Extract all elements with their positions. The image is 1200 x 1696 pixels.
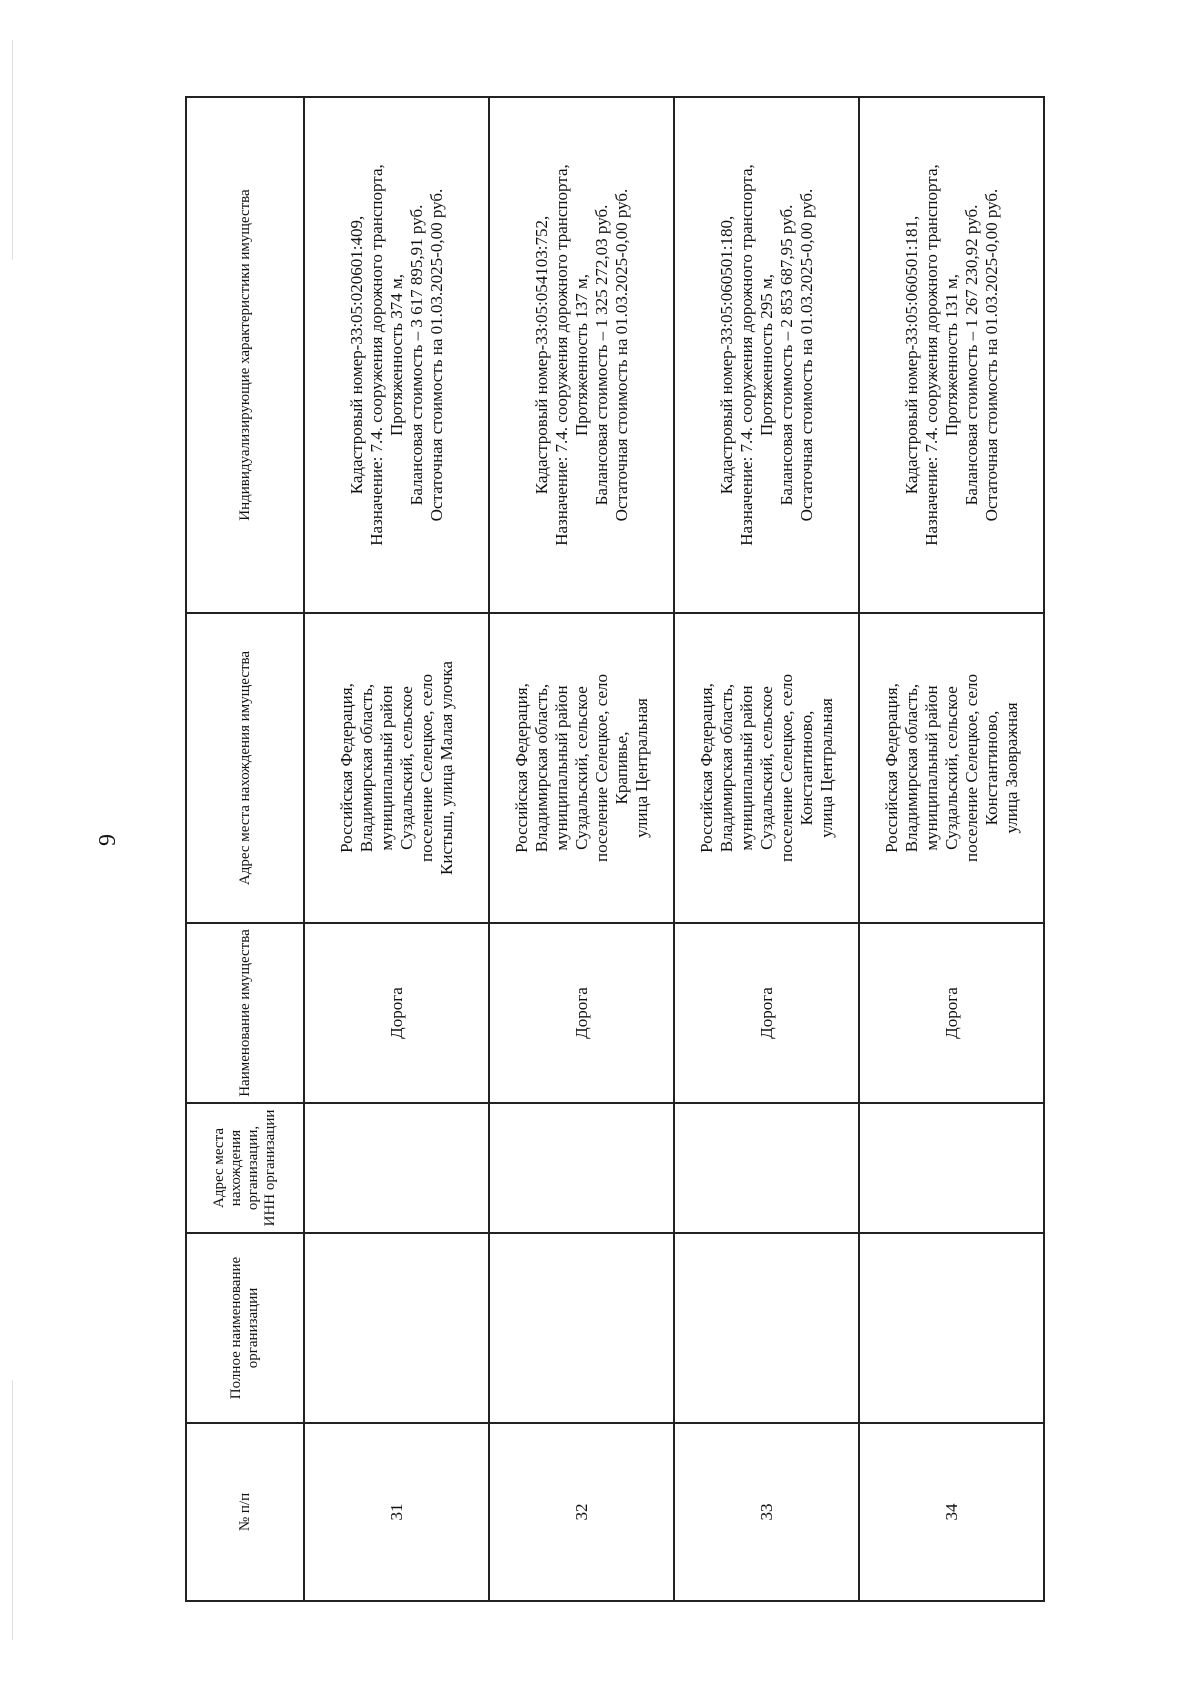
characteristic-line: Назначение: 7.4. сооружения дорожного транспорта, [921,164,941,546]
address-line: муниципальный район [736,685,756,851]
header-property-name: Наименование имущества [186,923,304,1103]
org-name-cell [674,1233,859,1423]
rotated-table-container [185,98,1045,1602]
address-line: Крапивье, [611,731,631,805]
characteristic-line: Протяженность 137 м, [571,274,591,436]
characteristics-cell [489,97,674,613]
address-line: муниципальный район [376,685,396,851]
address-line: Суздальский, сельское [941,686,961,850]
characteristic-line: Кадастровый номер-33:05:060501:181, [901,215,921,495]
address-line: муниципальный район [551,685,571,851]
characteristic-line: Остаточная стоимость на 01.03.2025-0,00 руб. [611,188,631,522]
characteristics-cell [304,97,489,613]
characteristic-line: Протяженность 131 м, [941,274,961,436]
property-registry-table [185,96,1045,1602]
org-address-cell [674,1103,859,1233]
characteristic-line: Протяженность 295 м, [756,274,776,436]
header-characteristics: Индивидуализирующие характеристики имущества [186,97,304,613]
characteristic-line: Балансовая стоимость – 2 853 687,95 руб. [776,204,796,506]
table-row [489,97,674,1601]
address-line: улица Заовражная [1001,702,1021,834]
characteristic-line: Балансовая стоимость – 3 617 895,91 руб. [406,204,426,506]
characteristic-line: Кадастровый номер-33:05:060501:180, [716,215,736,495]
property-name-cell: Дорога [304,923,489,1103]
address-line: муниципальный район [921,685,941,851]
property-address-cell [674,613,859,923]
org-name-cell [489,1233,674,1423]
address-line: Владимирская область, [716,683,736,853]
characteristic-line: Кадастровый номер-33:05:054103:752, [531,215,551,495]
property-address-cell [489,613,674,923]
characteristic-line: Балансовая стоимость – 1 325 272,03 руб. [591,204,611,506]
scan-edge-mark [12,40,13,260]
header-row-number: № п/п [186,1423,304,1601]
address-line: улица Центральная [631,698,651,838]
row-number: 33 [674,1423,859,1601]
property-address-cell [859,613,1044,923]
characteristics-cell [859,97,1044,613]
org-address-cell [489,1103,674,1233]
address-line: поселение Селецкое, село [961,674,981,862]
characteristic-line: Назначение: 7.4. сооружения дорожного транспорта, [551,164,571,546]
table-row [304,97,489,1601]
address-line: Владимирская область, [356,683,376,853]
page-number: 9 [95,834,121,846]
property-address-cell [304,613,489,923]
org-name-cell [859,1233,1044,1423]
address-line: улица Центральная [816,698,836,838]
address-line: Кистыш, улица Малая улочка [436,661,456,875]
address-line: Российская Федерация, [511,683,531,853]
characteristic-line: Кадастровый номер-33:05:020601:409, [346,215,366,495]
address-line: Владимирская область, [901,683,921,853]
row-number: 34 [859,1423,1044,1601]
address-line: Российская Федерация, [881,683,901,853]
characteristic-line: Назначение: 7.4. сооружения дорожного транспорта, [366,164,386,546]
characteristic-line: Остаточная стоимость на 01.03.2025-0,00 руб. [796,188,816,522]
table-row [859,97,1044,1601]
address-line: Константиново, [796,710,816,826]
scan-edge-mark [12,1380,13,1640]
property-name-cell: Дорога [674,923,859,1103]
table-header-row [186,97,304,1601]
characteristic-line: Протяженность 374 м, [386,274,406,436]
characteristic-line: Назначение: 7.4. сооружения дорожного транспорта, [736,164,756,546]
address-line: Владимирская область, [531,683,551,853]
header-org-name: Полное наименование организации [186,1233,304,1423]
address-line: Суздальский, сельское [396,686,416,850]
property-name-cell: Дорога [489,923,674,1103]
characteristics-cell [674,97,859,613]
address-line: Константиново, [981,710,1001,826]
org-name-cell [304,1233,489,1423]
org-address-cell [859,1103,1044,1233]
characteristic-line: Балансовая стоимость – 1 267 230,92 руб. [961,204,981,506]
address-line: Российская Федерация, [336,683,356,853]
characteristic-line: Остаточная стоимость на 01.03.2025-0,00 руб. [426,188,446,522]
address-line: поселение Селецкое, село [776,674,796,862]
table-row [674,97,859,1601]
address-line: Суздальский, сельское [571,686,591,850]
header-property-address: Адрес места нахождения имущества [186,613,304,923]
address-line: поселение Селецкое, село [591,674,611,862]
address-line: Суздальский, сельское [756,686,776,850]
property-name-cell: Дорога [859,923,1044,1103]
org-address-cell [304,1103,489,1233]
row-number: 31 [304,1423,489,1601]
address-line: поселение Селецкое, село [416,674,436,862]
row-number: 32 [489,1423,674,1601]
characteristic-line: Остаточная стоимость на 01.03.2025-0,00 руб. [981,188,1001,522]
header-org-address: Адрес места нахождения организации, ИНН организации [186,1103,304,1233]
address-line: Российская Федерация, [696,683,716,853]
